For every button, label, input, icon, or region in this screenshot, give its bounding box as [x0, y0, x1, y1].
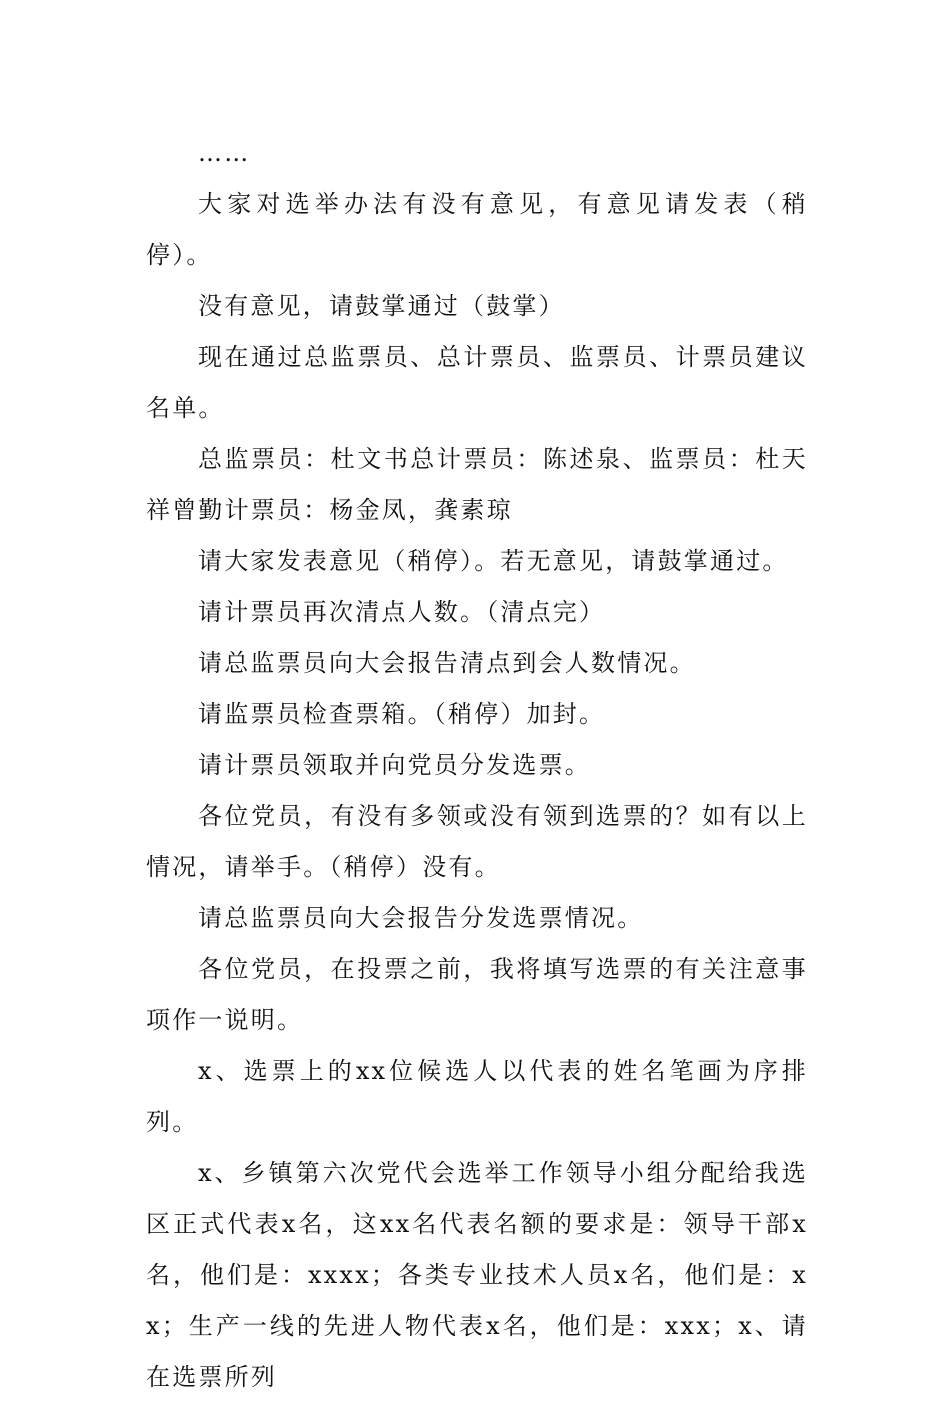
document-body [146, 128, 808, 1403]
paragraph-report-distribution: 请总监票员向大会报告分发选票情况。 [198, 904, 644, 932]
paragraph-vote-supervisors: 总监票员：杜文书总计票员：陈述泉、监票员：杜天祥曾勤计票员：杨金凤，龚素琼 [146, 445, 808, 524]
paragraph-count-people: 请计票员再次清点人数。（清点完） [198, 598, 606, 626]
paragraph-ballot-order: x、选票上的xx位候选人以代表的姓名笔画为序排列。 [146, 1057, 808, 1136]
paragraph-distribute-ballots: 请计票员领取并向党员分发选票。 [198, 751, 591, 779]
paragraph-ellipsis: …… [198, 139, 251, 167]
paragraph-check-ballot-box: 请监票员检查票箱。（稍停）加封。 [198, 700, 606, 728]
paragraph-delegate-allocation: x、乡镇第六次党代会选举工作领导小组分配给我选区正式代表x名，这xx名代表名额的要求是：领导干部x名，他们是：xxxx；各类专业技术人员x名，他们是：xx；生产一线的先进人物代表x名，他们是：xxx；x、请在选票所列 [146, 1159, 808, 1391]
paragraph-nominee-list: 现在通过总监票员、总计票员、监票员、计票员建议名单。 [146, 343, 808, 422]
paragraph-applause-pass: 没有意见，请鼓掌通过（鼓掌） [198, 292, 565, 320]
paragraph-report-attendance: 请总监票员向大会报告清点到会人数情况。 [198, 649, 696, 677]
paragraph-election-method-opinion: 大家对选举办法有没有意见，有意见请发表（稍停）。 [146, 190, 808, 269]
paragraph-voting-notes: 各位党员，在投票之前，我将填写选票的有关注意事项作一说明。 [146, 955, 808, 1034]
paragraph-ballot-check: 各位党员，有没有多领或没有领到选票的？如有以上情况，请举手。（稍停）没有。 [146, 802, 808, 881]
paragraph-opinion-request: 请大家发表意见（稍停）。若无意见，请鼓掌通过。 [198, 547, 789, 575]
